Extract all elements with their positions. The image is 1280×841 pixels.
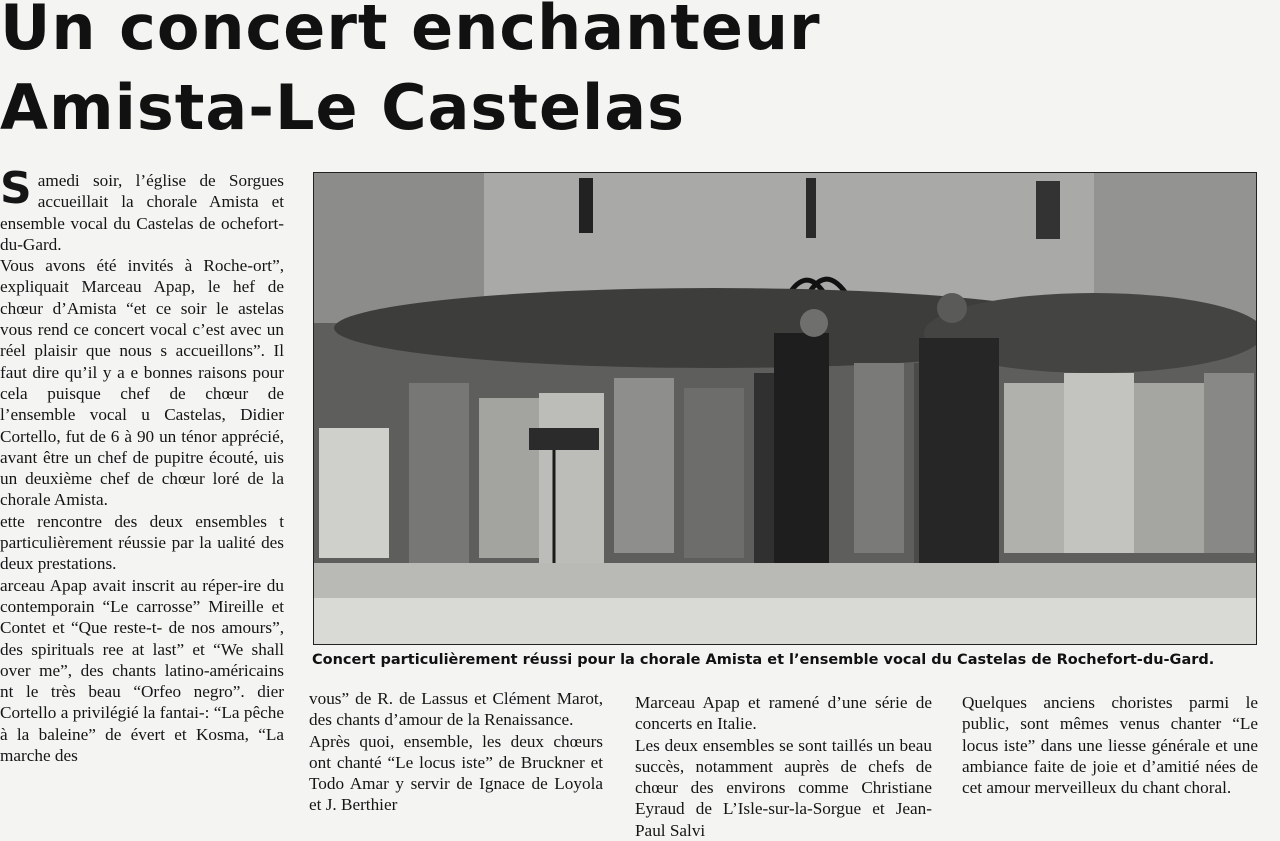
text-column-c — [635, 692, 932, 841]
article-headline — [0, 0, 821, 148]
paragraph-2: Vous avons été invités à Roche-ort”, expliquait Marceau Apap, le hef de chœur d’Amista “et ce soir le astelas vous rend ce concert vocal c’est avec un réel plaisir que nous s accueillons”. Il faut dire qu’il y a e bonnes raisons pour cela puisque chef de chœur de l’ensemble vocal u Castelas, Didier Cortello, fut de 6 à 90 un ténor apprécié, avant être un chef de pupitre écouté, uis un deuxième chef de chœur loré de la chorale Amista. — [0, 256, 284, 510]
paragraph-8: Les deux ensembles se sont taillés un beau succès, notamment auprès de chefs de chœur des environs comme Christiane Eyraud de L’Isle-sur-la-Sorgue et Jean-Paul Salvi — [635, 735, 932, 840]
text-column-b — [309, 688, 603, 816]
paragraph-4: arceau Apap avait inscrit au réper-ire du contemporain “Le carrosse” Mireille et Contet et “Que reste-t- de nos amours”, des spirituals ree at last” et “We shall over me”, des chants latino-américains nt le très beau “Orfeo negro”. dier Cortello a privilégié la fantai-: “La pêche à la baleine” de évert et Kosma, “La marche des — [0, 575, 284, 766]
headline-line-2: Amista-Le Castelas — [0, 71, 686, 144]
drop-cap: S — [0, 163, 32, 214]
left-text-column — [0, 163, 284, 766]
paragraph-7: Marceau Apap et ramené d’une série de concerts en Italie. — [635, 693, 932, 734]
paragraph-3: ette rencontre des deux ensembles t particulièrement réussie par la ualité des deux prestations. — [0, 511, 284, 574]
paragraph-1 — [0, 163, 284, 255]
photo-caption: Concert particulièrement réussi pour la chorale Amista et l’ensemble vocal du Castelas de Rochefort-du-Gard. — [312, 652, 1215, 668]
paragraph-6: Après quoi, ensemble, les deux chœurs ont chanté “Le locus iste” de Bruckner et Todo Amar y servir de Ignace de Loyola et J. Berthier — [309, 731, 603, 815]
paragraph-1-text: amedi soir, l’église de Sorgues accueillait la chorale Amista et ensemble vocal du Castelas de ochefort-du-Gard. — [0, 171, 284, 254]
paragraph-9: Quelques anciens choristes parmi le public, sont mêmes venus chanter “Le locus iste” dans une liesse générale et une ambiance faite de joie et d’amitié nées de cet amour merveilleux du chant choral. — [962, 693, 1258, 798]
paragraph-5: vous” de R. de Lassus et Clément Marot, des chants d’amour de la Renaissance. — [309, 689, 603, 730]
text-column-d — [962, 692, 1258, 798]
concert-photo — [313, 172, 1257, 645]
headline-line-1: Un concert enchanteur — [0, 0, 821, 64]
choir-photo-illustration — [314, 173, 1257, 645]
